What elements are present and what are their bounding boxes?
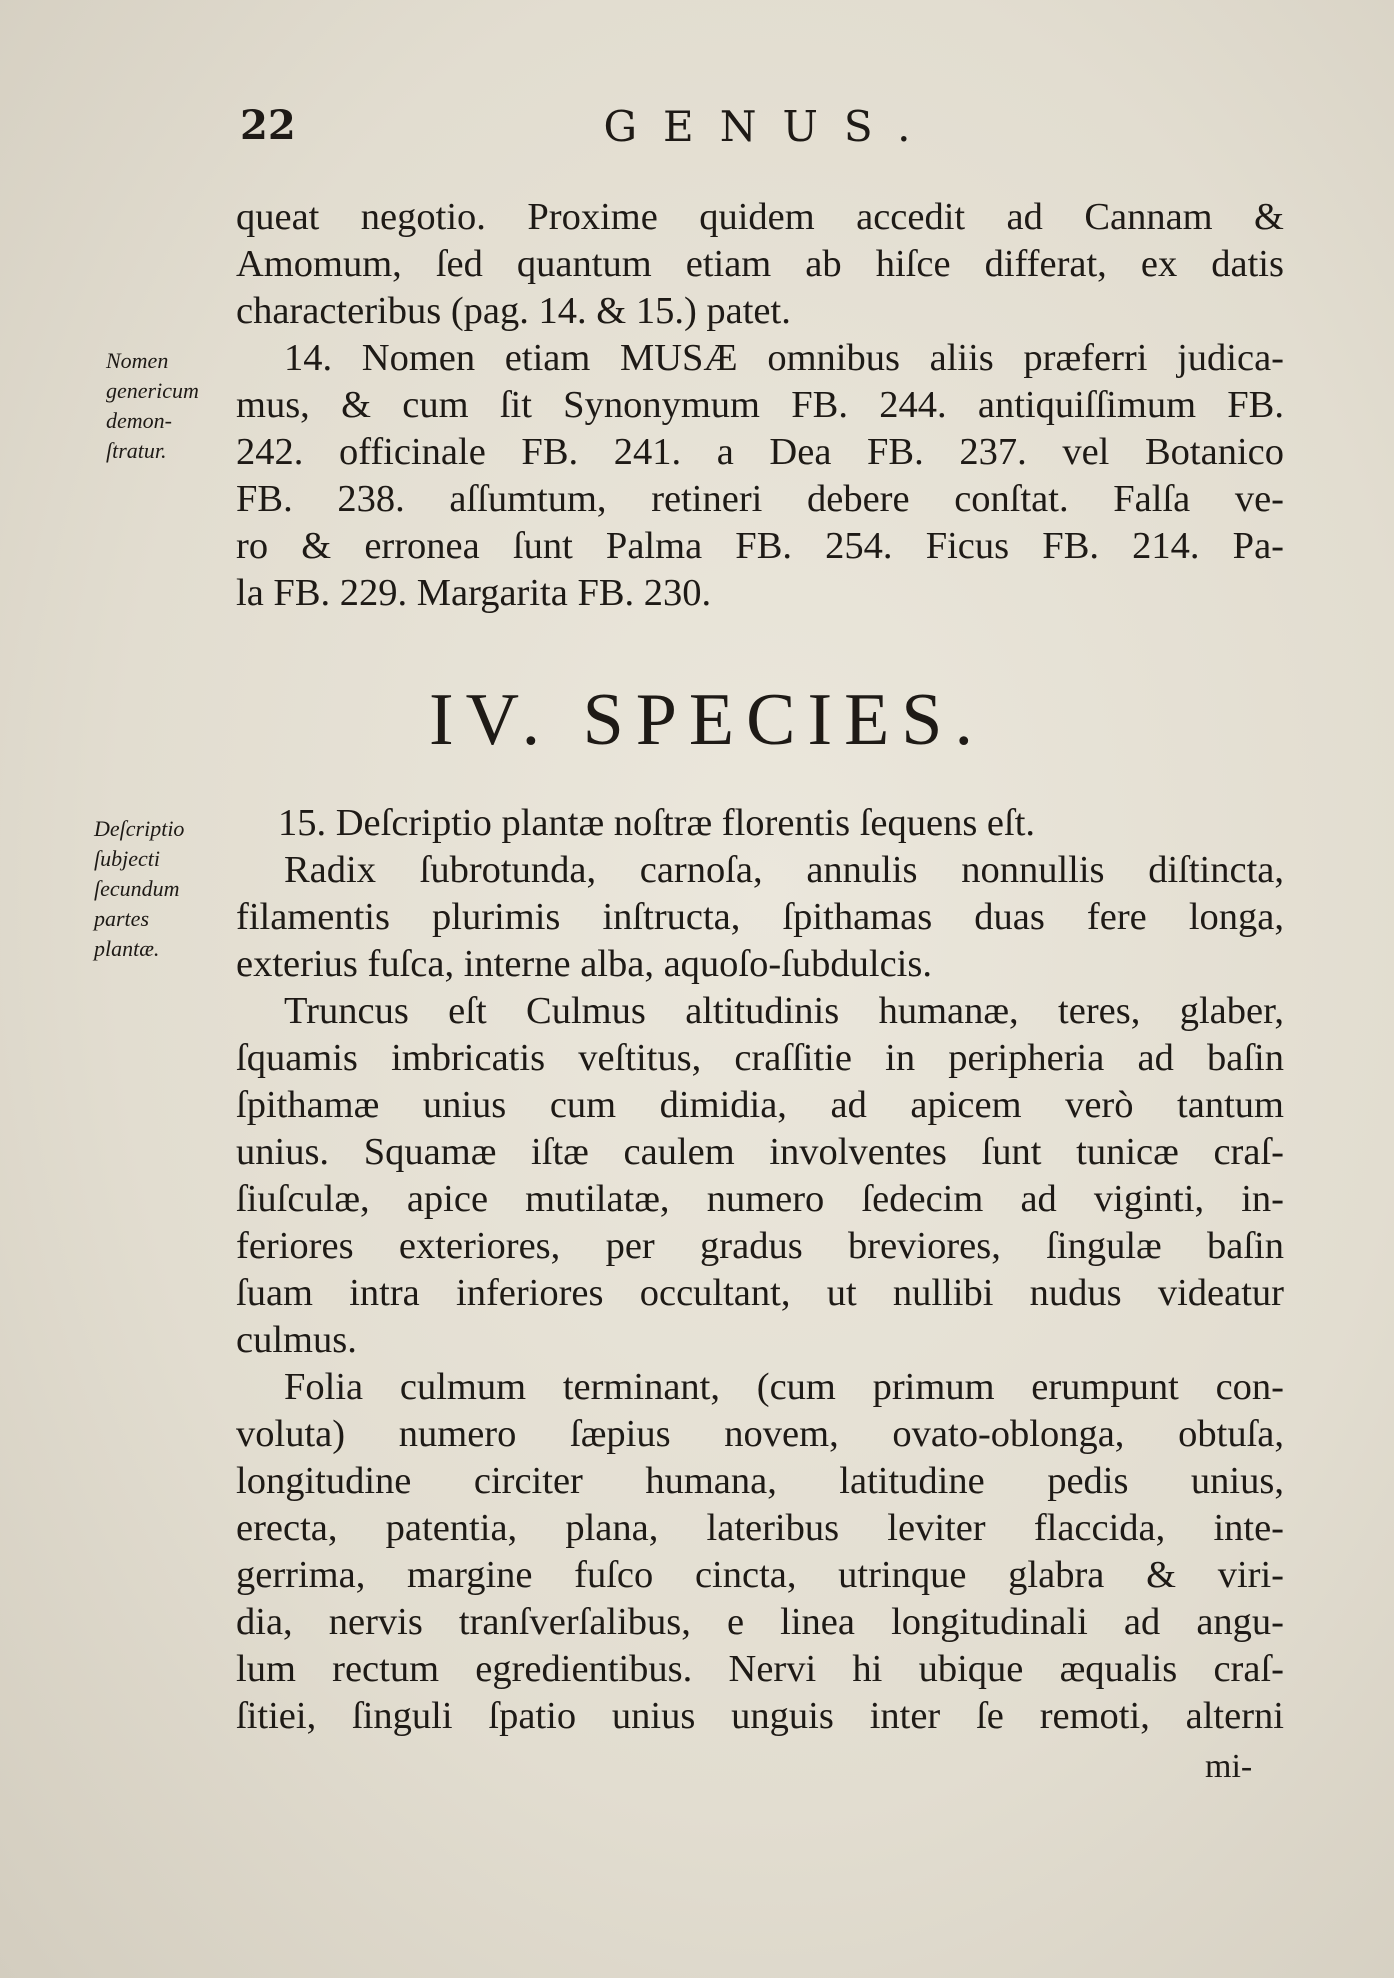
text-line: ſitiei, ſinguli ſpatio unius unguis inter ſe remoti, alterni xyxy=(236,1695,1284,1737)
text-block-species xyxy=(236,800,1284,1740)
text-line: mus, & cum ſit Synonymum FB. 244. antiquiſſimum FB. xyxy=(236,384,1284,426)
catchword: mi- xyxy=(1205,1748,1253,1785)
margin-note-descriptio xyxy=(94,814,234,964)
text-line: culmus. xyxy=(236,1319,357,1361)
section-heading: IV. SPECIES. xyxy=(429,679,985,761)
text-line: ro & erronea ſunt Palma FB. 254. Ficus FB. 214. Pa- xyxy=(236,525,1284,567)
text-line: feriores exteriores, per gradus breviores, ſingulæ baſin xyxy=(236,1225,1284,1267)
text-line: Folia culmum terminant, (cum primum erumpunt con- xyxy=(284,1366,1284,1408)
text-line: longitudine circiter humana, latitudine pedis unius, xyxy=(236,1460,1284,1502)
text-line: la FB. 229. Margarita FB. 230. xyxy=(236,572,712,614)
margin-note-nomen xyxy=(106,346,246,466)
text-line: ſiuſculæ, apice mutilatæ, numero ſedecim ad viginti, in- xyxy=(236,1178,1284,1220)
text-line: Amomum, ſed quantum etiam ab hiſce differat, ex datis xyxy=(236,243,1284,285)
text-line: Radix ſubrotunda, carnoſa, annulis nonnullis diſtincta, xyxy=(284,849,1284,891)
text-line: lum rectum egredientibus. Nervi hi ubique æqualis craſ- xyxy=(236,1648,1284,1690)
text-line: ſquamis imbricatis veſtitus, craſſitie in peripheria ad baſin xyxy=(236,1037,1284,1079)
text-line: Truncus eſt Culmus altitudinis humanæ, teres, glaber, xyxy=(284,990,1284,1032)
text-line: dia, nervis tranſverſalibus, e linea longitudinali ad angu- xyxy=(236,1601,1284,1643)
margin-note-line: genericum xyxy=(106,378,199,403)
text-block-nomen xyxy=(236,194,1284,617)
margin-note-line: ſecundum xyxy=(94,876,180,901)
text-line: queat negotio. Proxime quidem accedit ad Cannam & xyxy=(236,196,1284,238)
text-line: ſuam intra inferiores occultant, ut nullibi nudus videatur xyxy=(236,1272,1284,1314)
text-line: voluta) numero ſæpius novem, ovato-oblonga, obtuſa, xyxy=(236,1413,1284,1455)
text-line: unius. Squamæ iſtæ caulem involventes ſunt tunicæ craſ- xyxy=(236,1131,1284,1173)
margin-note-line: ſubjecti xyxy=(94,846,160,871)
margin-note-line: Nomen xyxy=(106,348,169,373)
page-header xyxy=(240,102,1280,162)
text-line: erecta, patentia, plana, lateribus leviter flaccida, inte- xyxy=(236,1507,1284,1549)
text-line: ſpithamæ unius cum dimidia, ad apicem verò tantum xyxy=(236,1084,1284,1126)
margin-note-line: partes xyxy=(94,906,149,931)
margin-note-line: ſtratur. xyxy=(106,438,167,463)
text-line: characteribus (pag. 14. & 15.) patet. xyxy=(236,290,791,332)
page-number: 22 xyxy=(240,102,296,149)
text-line: 242. officinale FB. 241. a Dea FB. 237. vel Botanico xyxy=(236,431,1284,473)
running-title: GENUS. xyxy=(603,102,937,151)
margin-note-line: plantæ. xyxy=(94,936,160,961)
text-line: 15. Deſcriptio plantæ noſtræ florentis ſequens eſt. xyxy=(278,802,1036,844)
text-line: FB. 238. aſſumtum, retineri debere conſtat. Falſa ve- xyxy=(236,478,1284,520)
text-line: exterius fuſca, interne alba, aquoſo-ſubdulcis. xyxy=(236,943,932,985)
margin-note-line: Deſcriptio xyxy=(94,816,185,841)
text-line: filamentis plurimis inſtructa, ſpithamas duas fere longa, xyxy=(236,896,1284,938)
text-line: gerrima, margine fuſco cincta, utrinque glabra & viri- xyxy=(236,1554,1284,1596)
text-line: 14. Nomen etiam MUSÆ omnibus aliis præferri judica- xyxy=(284,337,1284,379)
margin-note-line: demon- xyxy=(106,408,172,433)
